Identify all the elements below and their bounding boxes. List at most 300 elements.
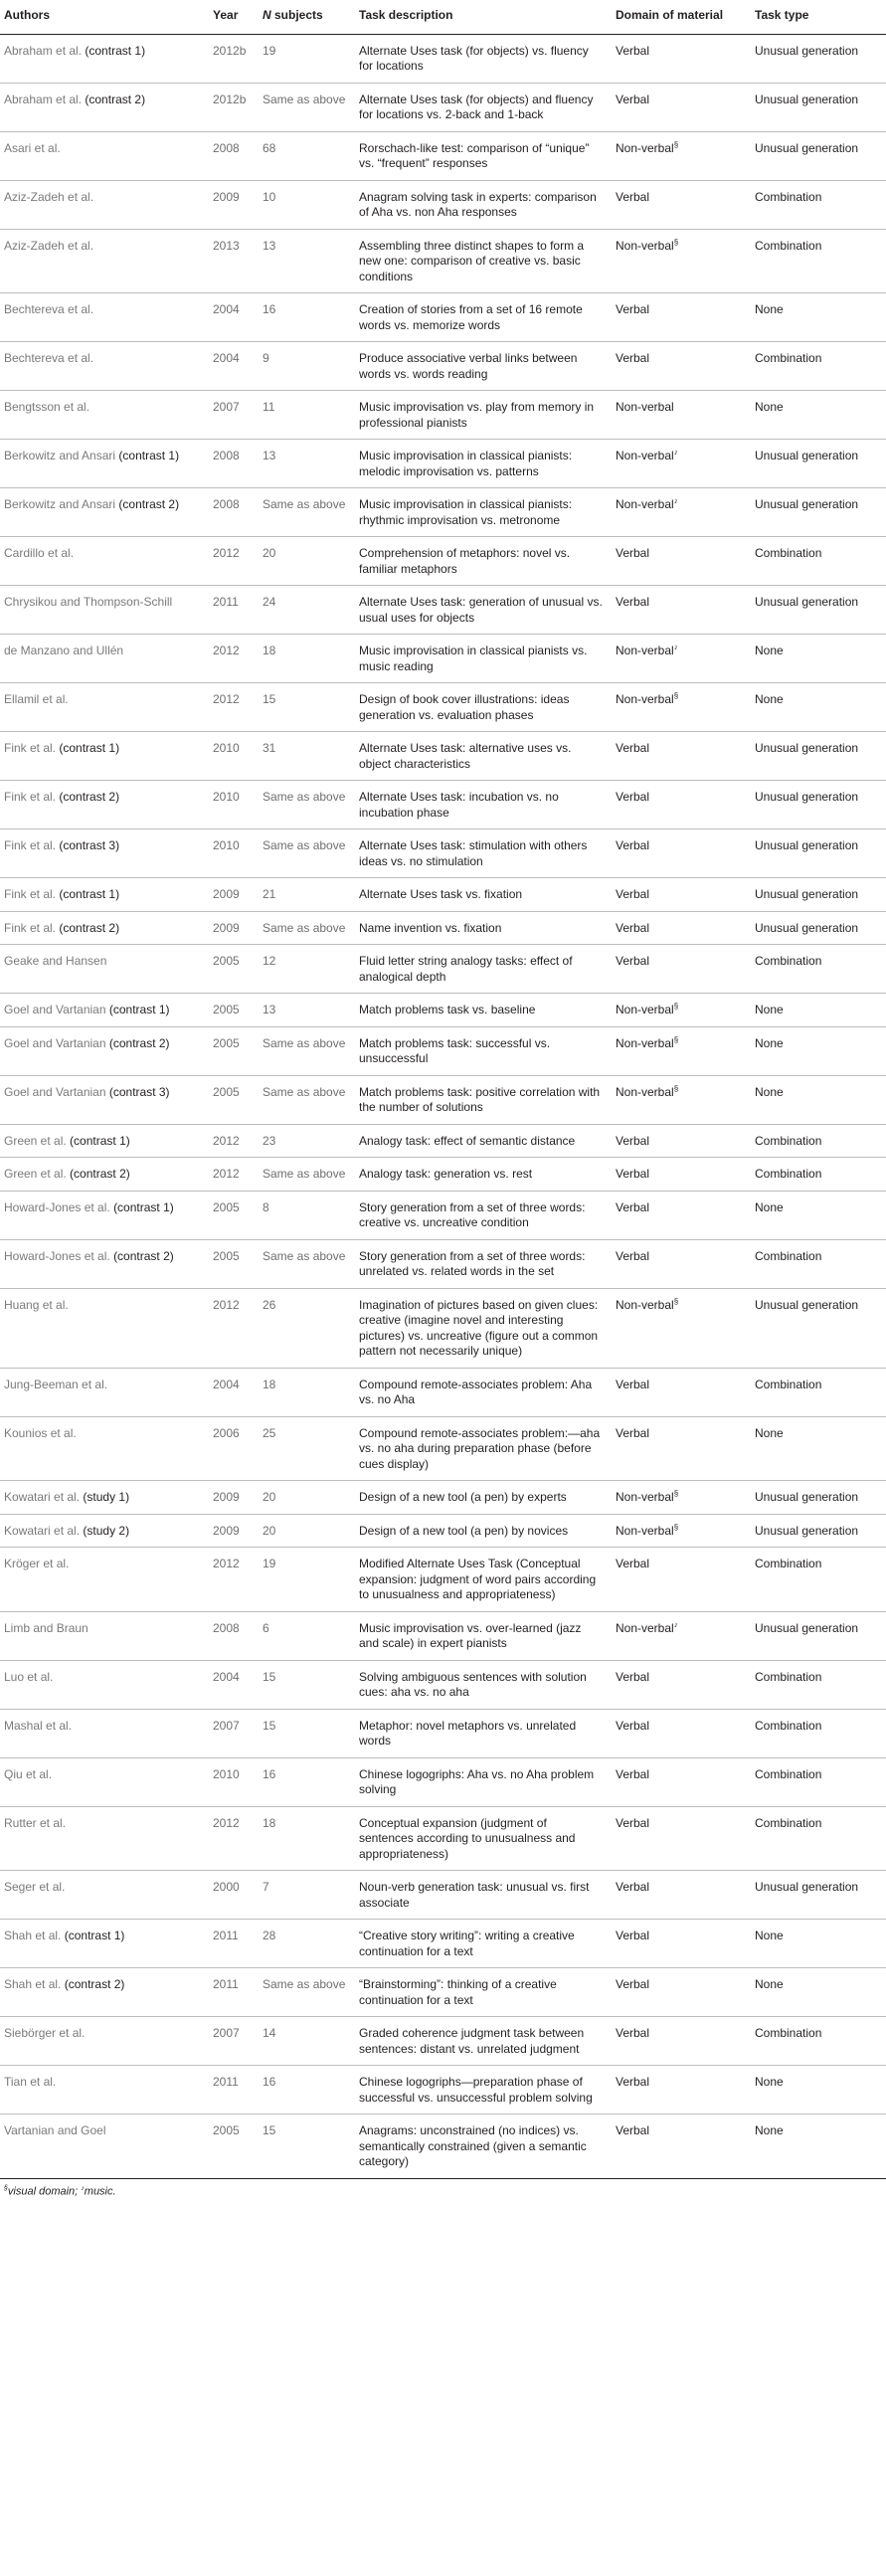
table-row [0, 391, 886, 440]
table-row [0, 1416, 886, 1481]
table-row [0, 1709, 886, 1757]
header-authors: Authors [0, 0, 209, 34]
author-name: Kröger et al. [4, 1557, 70, 1570]
cell-year: 2012b [209, 34, 259, 83]
cell-task-type: None [751, 683, 886, 732]
domain-value: Verbal [616, 887, 650, 901]
domain-value: Non-verbal [616, 1035, 674, 1050]
cell-authors [0, 1416, 209, 1481]
footnote-symbol-music: ♪ [81, 2184, 85, 2192]
cell-year: 2007 [209, 391, 259, 440]
cell-domain [612, 537, 751, 586]
cell-domain [612, 1757, 751, 1806]
cell-task-type: Unusual generation [751, 1481, 886, 1515]
cell-task-description: Alternate Uses task: stimulation with others ideas vs. no stimulation [355, 829, 612, 878]
contrast-label: (contrast 2) [59, 920, 120, 935]
table-row [0, 945, 886, 994]
cell-task-description: Alternate Uses task (for objects) and fluency for locations vs. 2-back and 1-back [355, 83, 612, 131]
author-name: Green et al. [4, 1167, 67, 1181]
table-row [0, 83, 886, 131]
cell-authors [0, 683, 209, 732]
cell-task-type: Combination [751, 229, 886, 293]
cell-year: 2011 [209, 1920, 259, 1968]
cell-task-type: Unusual generation [751, 440, 886, 488]
cell-domain [612, 1806, 751, 1871]
contrast-label: (contrast 2) [59, 790, 120, 804]
table-row [0, 180, 886, 229]
cell-domain [612, 1548, 751, 1612]
domain-value: Verbal [616, 2123, 650, 2137]
cell-task-type: Combination [751, 1548, 886, 1612]
cell-authors [0, 83, 209, 131]
cell-year: 2012 [209, 635, 259, 683]
table-row [0, 878, 886, 912]
author-name: Howard-Jones et al. [4, 1248, 110, 1263]
author-name: Fink et al. [4, 887, 57, 901]
domain-footnote-mark: ♪ [673, 643, 678, 651]
cell-domain [612, 1871, 751, 1920]
cell-task-description: Name invention vs. fixation [355, 911, 612, 945]
header-n-subjects [259, 0, 355, 34]
cell-authors [0, 1481, 209, 1515]
cell-authors [0, 1191, 209, 1239]
cell-domain [612, 2017, 751, 2066]
table-row [0, 1806, 886, 1871]
cell-year: 2013 [209, 229, 259, 293]
cell-year: 2012 [209, 537, 259, 586]
header-year: Year [209, 0, 259, 34]
author-name: Limb and Braun [4, 1620, 89, 1635]
cell-authors [0, 34, 209, 83]
cell-n-subjects: 16 [259, 2066, 355, 2115]
table-row [0, 683, 886, 732]
cell-task-type: Combination [751, 1158, 886, 1192]
cell-task-description: Rorschach-like test: comparison of “unique” vs. “frequent” responses [355, 131, 612, 180]
cell-n-subjects: 20 [259, 1481, 355, 1515]
cell-n-subjects: Same as above [259, 1968, 355, 2017]
cell-authors [0, 1920, 209, 1968]
cell-year: 2012 [209, 1806, 259, 1871]
cell-n-subjects: 31 [259, 732, 355, 781]
domain-value: Non-verbal [616, 1620, 674, 1635]
table-row [0, 732, 886, 781]
cell-year: 2010 [209, 1757, 259, 1806]
domain-value: Verbal [616, 302, 650, 316]
contrast-label: (contrast 2) [64, 1977, 125, 1991]
domain-footnote-mark: § [673, 1489, 679, 1498]
domain-value: Non-verbal [616, 1003, 674, 1016]
cell-domain [612, 440, 751, 488]
cell-n-subjects: 13 [259, 229, 355, 293]
domain-value: Non-verbal [616, 644, 674, 657]
cell-domain [612, 180, 751, 229]
cell-domain [612, 83, 751, 131]
contrast-label: (contrast 1) [85, 43, 146, 58]
cell-year: 2005 [209, 1026, 259, 1075]
cell-task-type: Unusual generation [751, 1288, 886, 1368]
cell-task-type: None [751, 293, 886, 342]
cell-n-subjects: 8 [259, 1191, 355, 1239]
cell-domain [612, 2066, 751, 2115]
domain-footnote-mark: ♪ [673, 448, 678, 457]
cell-year: 2012b [209, 83, 259, 131]
domain-value: Non-verbal [616, 1084, 674, 1099]
contrast-label: (contrast 2) [118, 497, 180, 511]
cell-n-subjects: 6 [259, 1611, 355, 1660]
cell-task-description: Music improvisation in classical pianists: melodic improvisation vs. patterns [355, 440, 612, 488]
cell-task-description: Noun-verb generation task: unusual vs. first associate [355, 1871, 612, 1920]
cell-authors [0, 1548, 209, 1612]
author-name: Qiu et al. [4, 1766, 53, 1781]
cell-task-type: Unusual generation [751, 781, 886, 829]
header-n-rest: subjects [270, 8, 323, 22]
cell-domain [612, 829, 751, 878]
domain-value: Verbal [616, 1425, 650, 1440]
author-name: Fink et al. [4, 920, 57, 935]
header-row [0, 0, 886, 34]
cell-year: 2004 [209, 293, 259, 342]
author-name: Berkowitz and Ansari [4, 497, 116, 511]
cell-n-subjects: Same as above [259, 829, 355, 878]
cell-domain [612, 1239, 751, 1288]
domain-value: Non-verbal [616, 238, 674, 253]
cell-task-description: Produce associative verbal links between words vs. words reading [355, 342, 612, 391]
cell-task-description: Alternate Uses task (for objects) vs. fluency for locations [355, 34, 612, 83]
cell-year: 2009 [209, 180, 259, 229]
cell-year: 2007 [209, 2017, 259, 2066]
cell-year: 2009 [209, 911, 259, 945]
author-name: Goel and Vartanian [4, 1035, 106, 1050]
cell-domain [612, 1968, 751, 2017]
cell-domain [612, 1075, 751, 1124]
domain-value: Non-verbal [616, 692, 674, 706]
table-row [0, 1548, 886, 1612]
cell-task-type: Combination [751, 1239, 886, 1288]
cell-n-subjects: 68 [259, 131, 355, 180]
domain-value: Verbal [616, 1977, 650, 1991]
author-name: Cardillo et al. [4, 546, 75, 560]
cell-authors [0, 2017, 209, 2066]
domain-value: Verbal [616, 838, 650, 852]
domain-footnote-mark: § [673, 1002, 679, 1011]
cell-authors [0, 1871, 209, 1920]
domain-value: Verbal [616, 1377, 650, 1391]
domain-footnote-mark: ♪ [673, 1619, 678, 1629]
cell-authors [0, 2115, 209, 2179]
author-name: Shah et al. [4, 1929, 62, 1942]
cell-year: 2012 [209, 1158, 259, 1192]
cell-n-subjects: Same as above [259, 911, 355, 945]
cell-n-subjects: Same as above [259, 488, 355, 537]
domain-value: Verbal [616, 954, 650, 968]
cell-task-type: None [751, 2115, 886, 2179]
cell-domain [612, 586, 751, 635]
author-name: Kounios et al. [4, 1425, 77, 1440]
cell-task-description: “Creative story writing”: writing a creative continuation for a text [355, 1920, 612, 1968]
cell-task-description: Alternate Uses task vs. fixation [355, 878, 612, 912]
cell-n-subjects: 19 [259, 34, 355, 83]
cell-domain [612, 781, 751, 829]
cell-task-description: Compound remote-associates problem: Aha vs. no Aha [355, 1368, 612, 1416]
cell-authors [0, 1757, 209, 1806]
table-row [0, 342, 886, 391]
table-row [0, 537, 886, 586]
cell-task-description: Music improvisation vs. play from memory in professional pianists [355, 391, 612, 440]
cell-task-description: Fluid letter string analogy tasks: effect of analogical depth [355, 945, 612, 994]
cell-n-subjects: 16 [259, 293, 355, 342]
cell-authors [0, 1075, 209, 1124]
cell-authors [0, 1709, 209, 1757]
cell-task-description: Music improvisation in classical pianists vs. music reading [355, 635, 612, 683]
domain-value: Verbal [616, 92, 650, 106]
cell-authors [0, 781, 209, 829]
domain-footnote-mark: § [673, 1034, 679, 1044]
cell-domain [612, 1611, 751, 1660]
table-row [0, 1026, 886, 1075]
table-row [0, 1075, 886, 1124]
cell-year: 2004 [209, 1368, 259, 1416]
author-name: Goel and Vartanian [4, 1084, 106, 1099]
table-row [0, 2017, 886, 2066]
cell-n-subjects: 7 [259, 1871, 355, 1920]
cell-task-description: Chinese logogriphs: Aha vs. no Aha problem solving [355, 1757, 612, 1806]
cell-task-description: Design of book cover illustrations: ideas generation vs. evaluation phases [355, 683, 612, 732]
cell-year: 2012 [209, 1288, 259, 1368]
cell-n-subjects: 18 [259, 635, 355, 683]
cell-task-type: Combination [751, 1757, 886, 1806]
cell-domain [612, 488, 751, 537]
cell-n-subjects: Same as above [259, 1075, 355, 1124]
cell-task-description: Match problems task: positive correlation with the number of solutions [355, 1075, 612, 1124]
table-body [0, 34, 886, 2178]
cell-domain [612, 34, 751, 83]
author-name: Seger et al. [4, 1880, 66, 1894]
domain-footnote-mark: § [673, 139, 679, 149]
author-name: Jung-Beeman et al. [4, 1377, 108, 1391]
contrast-label: (contrast 3) [108, 1084, 170, 1099]
cell-domain [612, 131, 751, 180]
domain-value: Non-verbal [616, 140, 674, 155]
cell-authors [0, 878, 209, 912]
author-name: Geake and Hansen [4, 954, 107, 968]
table-row [0, 1124, 886, 1158]
domain-footnote-mark: § [673, 237, 679, 247]
cell-task-description: “Brainstorming”: thinking of a creative continuation for a text [355, 1968, 612, 2017]
cell-domain [612, 293, 751, 342]
cell-domain [612, 911, 751, 945]
author-name: Bechtereva et al. [4, 351, 94, 365]
author-name: Fink et al. [4, 790, 57, 804]
cell-year: 2011 [209, 1968, 259, 2017]
cell-task-type: Combination [751, 1368, 886, 1416]
author-name: Chrysikou and Thompson-Schill [4, 595, 173, 609]
cell-n-subjects: 11 [259, 391, 355, 440]
contrast-label: (contrast 1) [59, 887, 120, 901]
cell-n-subjects: Same as above [259, 83, 355, 131]
domain-value: Verbal [616, 2075, 650, 2089]
cell-task-description: Match problems task: successful vs. unsuccessful [355, 1026, 612, 1075]
cell-n-subjects: 10 [259, 180, 355, 229]
domain-value: Verbal [616, 1199, 650, 1214]
domain-footnote-mark: § [673, 1296, 679, 1306]
table-row [0, 829, 886, 878]
cell-authors [0, 945, 209, 994]
cell-n-subjects: 15 [259, 2115, 355, 2179]
cell-domain [612, 2115, 751, 2179]
cell-task-type: Unusual generation [751, 83, 886, 131]
contrast-label: (contrast 1) [59, 741, 120, 755]
cell-n-subjects: 18 [259, 1368, 355, 1416]
domain-footnote-mark: § [673, 691, 679, 700]
cell-task-type: Combination [751, 1709, 886, 1757]
table-row [0, 1968, 886, 2017]
cell-task-type: Unusual generation [751, 1611, 886, 1660]
cell-year: 2006 [209, 1416, 259, 1481]
footnote-text-music: music. [84, 2185, 116, 2198]
cell-task-description: Analogy task: generation vs. rest [355, 1158, 612, 1192]
cell-task-description: Anagrams: unconstrained (no indices) vs. semantically constrained (given a semantic category) [355, 2115, 612, 2179]
cell-authors [0, 1158, 209, 1192]
cell-authors [0, 1514, 209, 1548]
cell-task-description: Design of a new tool (a pen) by novices [355, 1514, 612, 1548]
cell-domain [612, 1191, 751, 1239]
domain-value: Verbal [616, 920, 650, 935]
table-row [0, 2115, 886, 2179]
cell-year: 2009 [209, 1514, 259, 1548]
cell-task-type: Unusual generation [751, 131, 886, 180]
cell-task-type: Combination [751, 537, 886, 586]
cell-task-description: Comprehension of metaphors: novel vs. familiar metaphors [355, 537, 612, 586]
cell-task-description: Metaphor: novel metaphors vs. unrelated words [355, 1709, 612, 1757]
domain-value: Non-verbal [616, 400, 674, 414]
cell-domain [612, 1920, 751, 1968]
author-name: Bengtsson et al. [4, 400, 90, 414]
header-task-description: Task description [355, 0, 612, 34]
cell-year: 2007 [209, 1709, 259, 1757]
domain-value: Verbal [616, 546, 650, 560]
contrast-label: (contrast 1) [108, 1003, 170, 1016]
cell-n-subjects: Same as above [259, 781, 355, 829]
cell-authors [0, 1026, 209, 1075]
cell-year: 2012 [209, 1548, 259, 1612]
author-name: Kowatari et al. [4, 1523, 81, 1538]
cell-authors [0, 635, 209, 683]
table-row [0, 229, 886, 293]
cell-year: 2011 [209, 2066, 259, 2115]
cell-task-description: Alternate Uses task: generation of unusual vs. usual uses for objects [355, 586, 612, 635]
cell-year: 2004 [209, 342, 259, 391]
cell-task-description: Analogy task: effect of semantic distance [355, 1124, 612, 1158]
cell-year: 2000 [209, 1871, 259, 1920]
cell-task-type: Unusual generation [751, 732, 886, 781]
table-row [0, 2066, 886, 2115]
cell-year: 2012 [209, 683, 259, 732]
table-row [0, 1368, 886, 1416]
cell-year: 2008 [209, 131, 259, 180]
header-n-italic: N [263, 8, 271, 22]
cell-task-type: Unusual generation [751, 34, 886, 83]
author-name: Aziz-Zadeh et al. [4, 189, 94, 204]
table-row [0, 34, 886, 83]
cell-domain [612, 1368, 751, 1416]
cell-task-description: Design of a new tool (a pen) by experts [355, 1481, 612, 1515]
contrast-label: (contrast 2) [108, 1035, 170, 1050]
cell-task-type: Unusual generation [751, 1514, 886, 1548]
cell-domain [612, 1026, 751, 1075]
domain-value: Verbal [616, 1557, 650, 1570]
author-name: Abraham et al. [4, 43, 83, 58]
cell-task-description: Match problems task vs. baseline [355, 994, 612, 1027]
author-name: Bechtereva et al. [4, 302, 94, 316]
author-name: Tian et al. [4, 2075, 57, 2089]
cell-task-type: Combination [751, 180, 886, 229]
cell-authors [0, 911, 209, 945]
contrast-label: (contrast 1) [118, 449, 180, 462]
domain-value: Verbal [616, 1167, 650, 1181]
domain-footnote-mark: ♪ [673, 496, 678, 505]
cell-year: 2005 [209, 2115, 259, 2179]
cell-n-subjects: 20 [259, 1514, 355, 1548]
cell-task-type: Combination [751, 1124, 886, 1158]
footnote-text-visual: visual domain; [7, 2185, 82, 2198]
author-name: Shah et al. [4, 1977, 62, 1991]
cell-domain [612, 1416, 751, 1481]
author-name: Siebörger et al. [4, 2026, 86, 2040]
cell-n-subjects: 28 [259, 1920, 355, 1968]
author-name: Asari et al. [4, 140, 61, 155]
domain-value: Verbal [616, 1766, 650, 1781]
cell-year: 2005 [209, 945, 259, 994]
cell-authors [0, 131, 209, 180]
author-name: Fink et al. [4, 741, 57, 755]
cell-year: 2012 [209, 1124, 259, 1158]
table-row [0, 1660, 886, 1709]
cell-task-description: Creation of stories from a set of 16 remote words vs. memorize words [355, 293, 612, 342]
cell-domain [612, 683, 751, 732]
author-name: Kowatari et al. [4, 1490, 81, 1504]
contrast-label: (contrast 1) [70, 1133, 130, 1148]
domain-value: Verbal [616, 189, 650, 204]
cell-task-type: None [751, 1075, 886, 1124]
cell-authors [0, 994, 209, 1027]
contrast-label: (contrast 1) [64, 1929, 125, 1942]
domain-value: Verbal [616, 351, 650, 365]
author-name: Ellamil et al. [4, 692, 69, 706]
cell-n-subjects: 15 [259, 683, 355, 732]
cell-authors [0, 537, 209, 586]
cell-task-type: None [751, 1416, 886, 1481]
cell-task-description: Chinese logogriphs—preparation phase of successful vs. unsuccessful problem solving [355, 2066, 612, 2115]
cell-n-subjects: 19 [259, 1548, 355, 1612]
domain-value: Verbal [616, 1718, 650, 1733]
author-name: Fink et al. [4, 838, 57, 852]
author-name: Abraham et al. [4, 92, 83, 106]
domain-value: Verbal [616, 595, 650, 609]
domain-value: Non-verbal [616, 1297, 674, 1312]
cell-task-type: None [751, 1026, 886, 1075]
cell-authors [0, 180, 209, 229]
table-row [0, 781, 886, 829]
contrast-label: (study 2) [83, 1523, 130, 1538]
cell-task-description: Compound remote-associates problem:—aha vs. no aha during preparation phase (before cues display) [355, 1416, 612, 1481]
cell-year: 2011 [209, 586, 259, 635]
cell-task-type: Combination [751, 1660, 886, 1709]
table-header [0, 0, 886, 34]
contrast-label: (contrast 2) [113, 1248, 174, 1263]
author-name: Huang et al. [4, 1297, 69, 1312]
cell-authors [0, 732, 209, 781]
cell-domain [612, 732, 751, 781]
